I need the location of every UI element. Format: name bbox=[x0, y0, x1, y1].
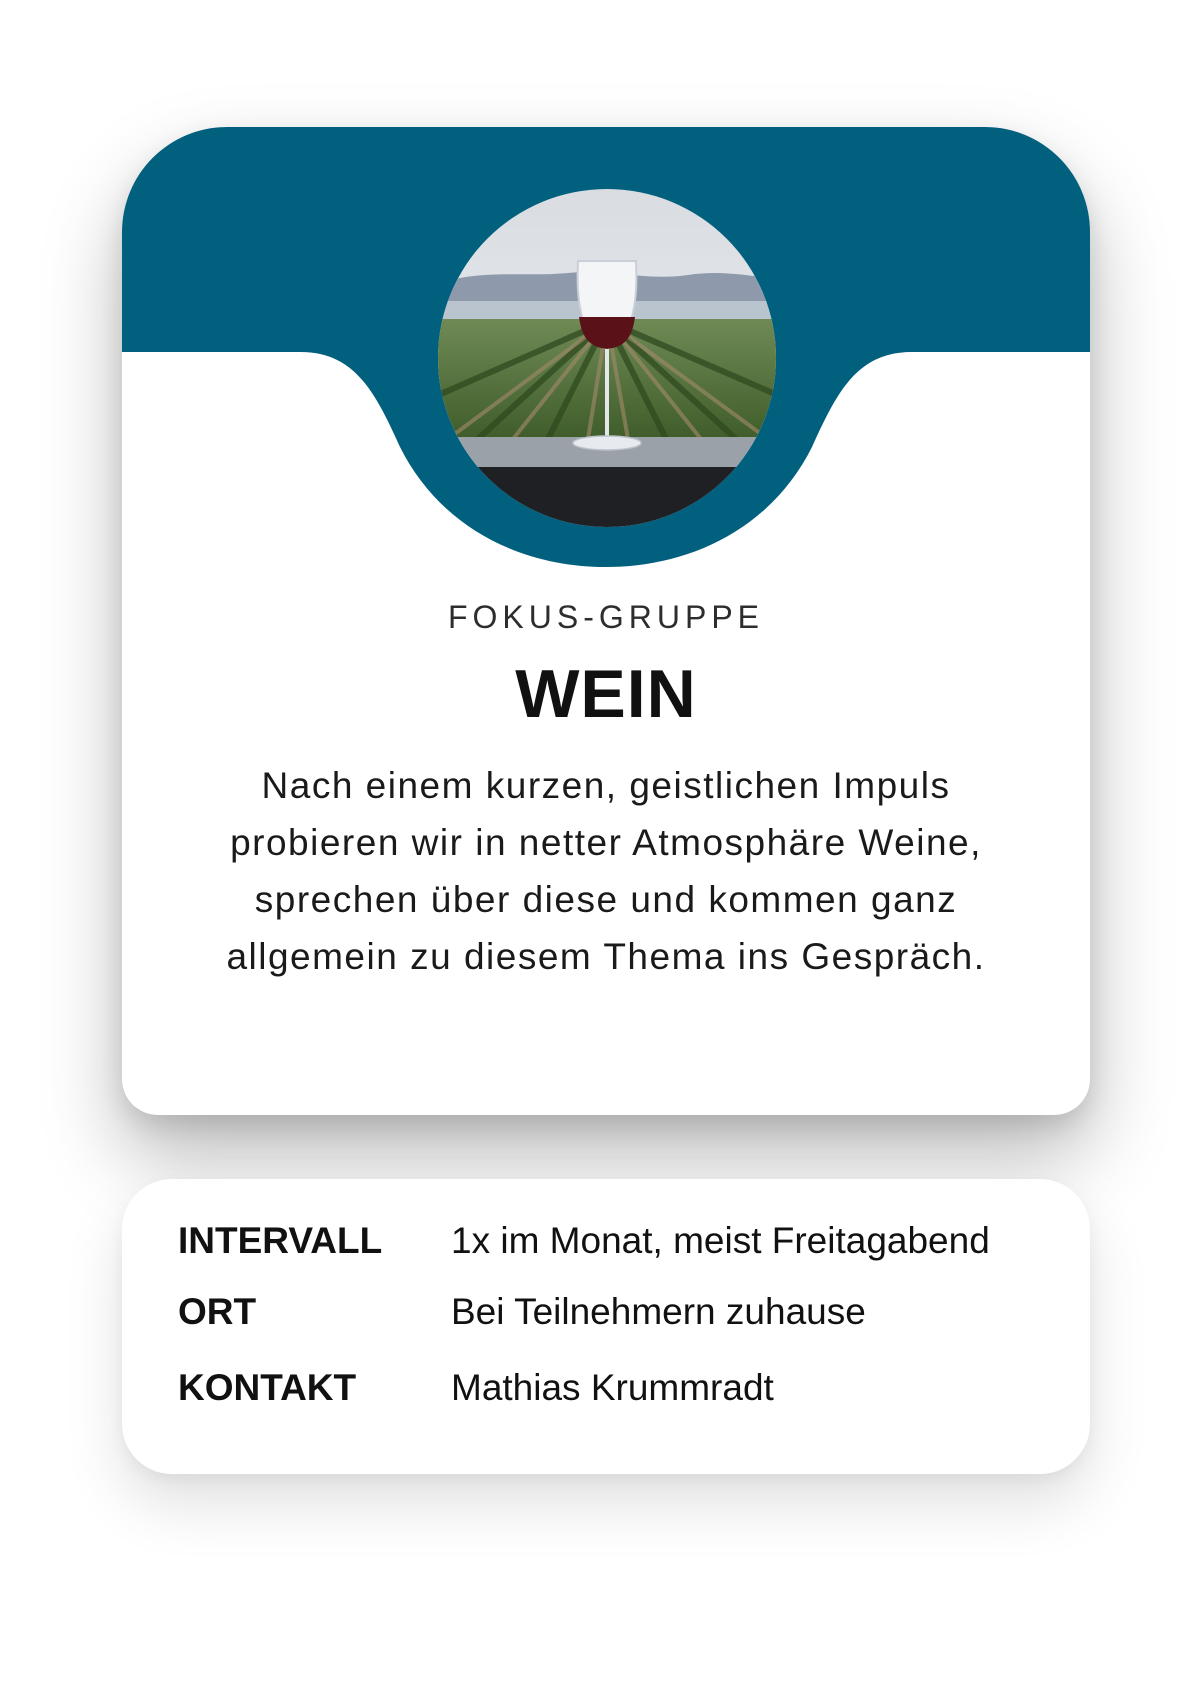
focus-group-card bbox=[122, 127, 1090, 1115]
detail-row-ort bbox=[178, 1287, 1060, 1337]
detail-label: INTERVALL bbox=[178, 1220, 383, 1261]
detail-value: Bei Teilnehmern zuhause bbox=[451, 1291, 866, 1332]
detail-value: 1x im Monat, meist Freitagabend bbox=[451, 1220, 990, 1261]
detail-row-kontakt bbox=[178, 1363, 1060, 1413]
card-description: Nach einem kurzen, geistlichen Impuls probieren wir in netter Atmosphäre Weine, sprechen über diese und kommen ganz allgemein zu diesem Thema ins Gespräch. bbox=[226, 765, 986, 977]
detail-value: Mathias Krummradt bbox=[451, 1367, 774, 1408]
wine-glass-vineyard-photo bbox=[438, 189, 776, 527]
card-eyebrow: FOKUS-GRUPPE bbox=[447, 599, 765, 635]
detail-label: ORT bbox=[178, 1291, 257, 1332]
detail-row-intervall bbox=[178, 1216, 1060, 1266]
details-card bbox=[122, 1179, 1090, 1474]
card-title: WEIN bbox=[515, 656, 697, 732]
detail-label: KONTAKT bbox=[178, 1367, 357, 1408]
